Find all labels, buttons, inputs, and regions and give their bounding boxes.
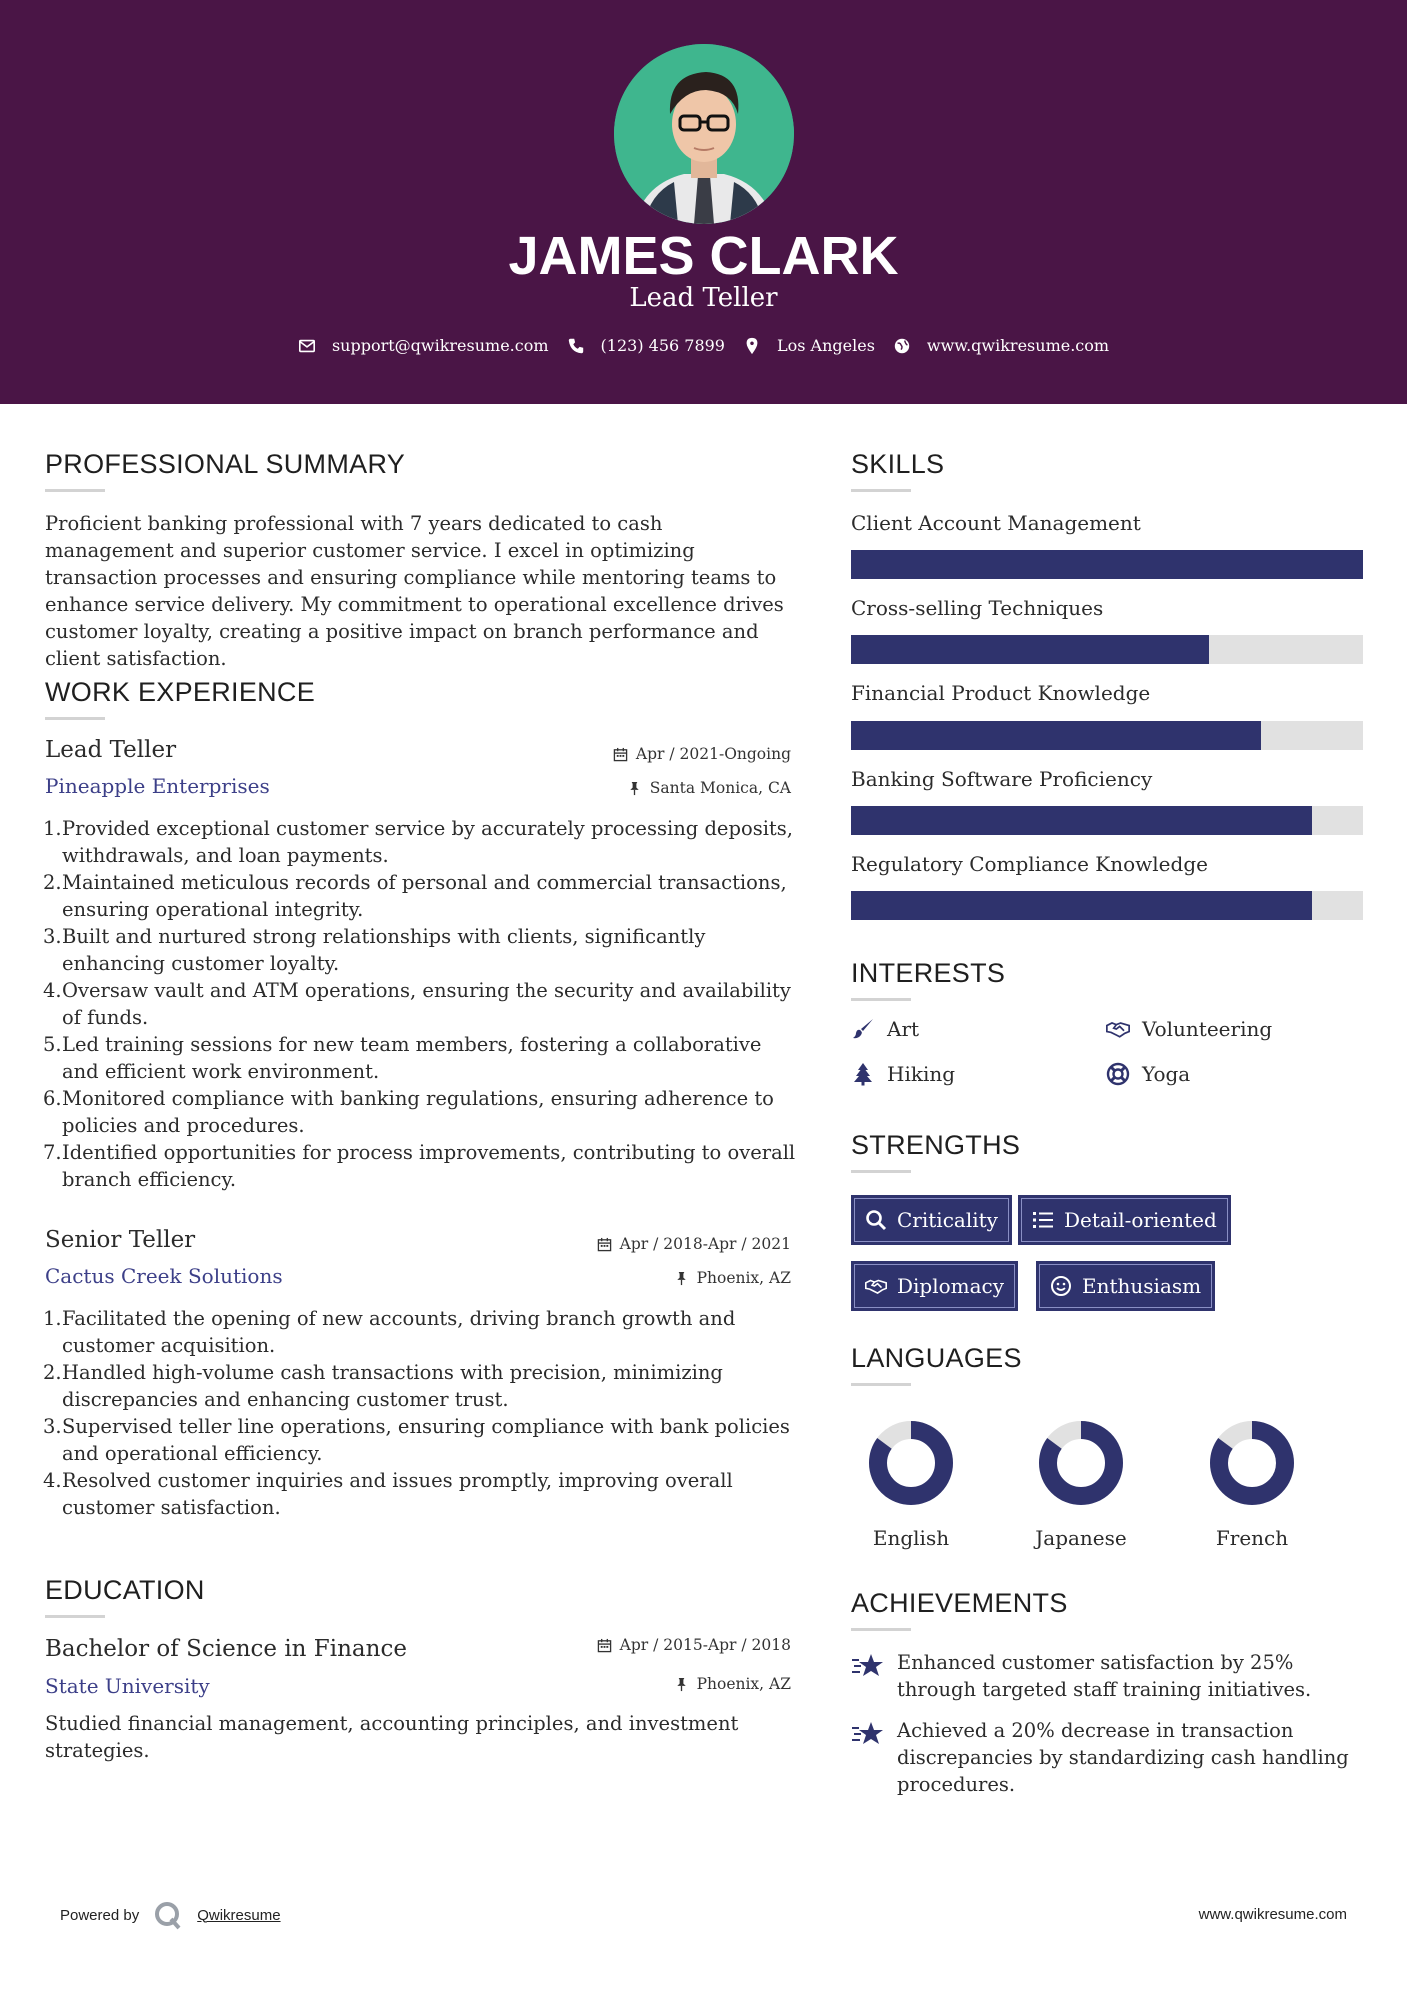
skill-label: Regulatory Compliance Knowledge — [851, 852, 1208, 876]
profile-photo — [614, 44, 794, 224]
job-duties-list — [43, 1305, 801, 1521]
job-dates-text: Apr / 2018-Apr / 2021 — [619, 1235, 791, 1253]
language-donut — [1036, 1418, 1126, 1508]
skills-divider — [851, 489, 911, 492]
life-ring-icon — [1106, 1062, 1130, 1086]
language-label: French — [1215, 1526, 1289, 1550]
list-item: 1. Facilitated the opening of new accounts, driving branch growth and customer acquisition. — [43, 1307, 736, 1357]
achievement-item — [851, 1649, 1371, 1703]
job-duties-list — [43, 815, 801, 1193]
summary-divider — [45, 489, 105, 492]
calendar-icon — [597, 1237, 612, 1252]
education-description: Studied financial management, accounting principles, and investment strategies. — [45, 1712, 739, 1762]
contact-website[interactable] — [893, 336, 1109, 355]
skill-bar — [851, 806, 1363, 835]
pushpin-icon — [674, 1271, 689, 1286]
candidate-title: Lead Teller — [629, 283, 778, 313]
interest-art — [851, 1017, 919, 1041]
strength-label: Diplomacy — [897, 1274, 1005, 1298]
handshake-icon — [1106, 1017, 1130, 1041]
job-company: Cactus Creek Solutions — [45, 1264, 283, 1288]
skill-bar — [851, 635, 1363, 664]
skill-bar-fill — [851, 891, 1312, 920]
education-heading: EDUCATION — [45, 1575, 205, 1605]
achievements-divider — [851, 1628, 911, 1631]
list-item: 4. Oversaw vault and ATM operations, ensuring the security and availability of funds. — [43, 979, 791, 1029]
list-item: 6. Monitored compliance with banking regulations, ensuring adherence to policies and procedures. — [43, 1087, 774, 1137]
skill-label: Banking Software Proficiency — [851, 767, 1153, 791]
language-japanese — [1021, 1418, 1141, 1550]
language-donut — [866, 1418, 956, 1508]
interest-yoga — [1106, 1062, 1190, 1086]
job-title: Lead Teller — [45, 737, 177, 763]
shooting-star-icon — [851, 1719, 885, 1749]
languages-divider — [851, 1383, 911, 1386]
achievements-heading: ACHIEVEMENTS — [851, 1588, 1068, 1618]
contact-phone-text: (123) 456 7899 — [600, 336, 725, 355]
job-location-text: Phoenix, AZ — [696, 1269, 791, 1287]
skill-label: Client Account Management — [851, 511, 1141, 535]
job-company: Pineapple Enterprises — [45, 774, 270, 798]
list-item: 2. Maintained meticulous records of personal and commercial transactions, ensuring operational integrity. — [43, 871, 787, 921]
school-name: State University — [45, 1674, 210, 1698]
list-item: 4. Resolved customer inquiries and issues promptly, improving overall customer satisfaction. — [43, 1469, 733, 1519]
phone-icon — [567, 337, 585, 355]
interest-volunteering — [1106, 1017, 1272, 1041]
interests-divider — [851, 998, 911, 1001]
strength-chip — [1036, 1261, 1215, 1311]
interest-label: Hiking — [887, 1062, 956, 1086]
achievement-text: Achieved a 20% decrease in transaction discrepancies by standardizing cash handling procedures. — [897, 1719, 1349, 1796]
languages-heading: LANGUAGES — [851, 1343, 1022, 1373]
job-dates-text: Apr / 2021-Ongoing — [635, 745, 791, 763]
education-dates-text: Apr / 2015-Apr / 2018 — [619, 1636, 791, 1654]
contact-location — [743, 336, 875, 355]
skill-bar — [851, 550, 1363, 579]
list-item: 3. Supervised teller line operations, ensuring compliance with bank policies and operational efficiency. — [43, 1415, 790, 1465]
skill-bar — [851, 891, 1363, 920]
skill-bar — [851, 721, 1363, 750]
skill-bar-fill — [851, 806, 1312, 835]
education-location-text: Phoenix, AZ — [696, 1675, 791, 1693]
contact-email-text: support@qwikresume.com — [331, 336, 549, 355]
interest-label: Art — [887, 1017, 920, 1041]
language-donut — [1207, 1418, 1297, 1508]
job-location — [674, 1269, 791, 1287]
contact-location-text: Los Angeles — [776, 336, 875, 355]
experience-heading: WORK EXPERIENCE — [45, 677, 316, 707]
language-label: Japanese — [1035, 1526, 1127, 1550]
smile-icon — [1050, 1275, 1072, 1297]
job-dates — [613, 745, 791, 763]
contact-website-text: www.qwikresume.com — [926, 336, 1110, 355]
strength-chip — [1018, 1195, 1231, 1245]
strengths-heading: STRENGTHS — [851, 1130, 1021, 1160]
calendar-icon — [597, 1638, 612, 1653]
list-item: 2. Handled high-volume cash transactions with precision, minimizing discrepancies and enhancing customer trust. — [43, 1361, 723, 1411]
footer-branding — [60, 1900, 281, 1930]
powered-by-label: Powered by — [60, 1906, 140, 1924]
skill-bar-fill — [851, 635, 1209, 664]
skill-bar-fill — [851, 550, 1363, 579]
degree-title: Bachelor of Science in Finance — [45, 1636, 407, 1662]
list-item: 5. Led training sessions for new team members, fostering a collaborative and efficient work environment. — [43, 1033, 762, 1083]
paintbrush-icon — [851, 1017, 875, 1041]
tree-icon — [851, 1062, 875, 1086]
contact-bar — [0, 336, 1407, 355]
envelope-icon — [298, 337, 316, 355]
calendar-icon — [613, 747, 628, 762]
qwikresume-logo-icon — [153, 1900, 183, 1930]
summary-text: Proficient banking professional with 7 years dedicated to cash management and superior customer service. I excel in optimizing transaction processes and ensuring compliance while mentoring teams to enhance service delivery. My commitment to operational excellence drives customer loyalty, creating a positive impact on branch performance and client satisfaction. — [45, 512, 784, 670]
interests-heading: INTERESTS — [851, 958, 1006, 988]
skill-bar-fill — [851, 721, 1261, 750]
map-pin-icon — [743, 337, 761, 355]
skills-heading: SKILLS — [851, 449, 945, 479]
education-divider — [45, 1615, 105, 1618]
strength-label: Enthusiasm — [1082, 1274, 1202, 1298]
candidate-name: JAMES CLARK — [508, 226, 899, 286]
search-icon — [865, 1209, 887, 1231]
strengths-divider — [851, 1170, 911, 1173]
skill-label: Financial Product Knowledge — [851, 681, 1151, 705]
list-icon — [1032, 1209, 1054, 1231]
strength-chip — [851, 1195, 1012, 1245]
language-english — [851, 1418, 971, 1550]
job-location — [627, 779, 791, 797]
summary-heading: PROFESSIONAL SUMMARY — [45, 449, 406, 479]
pushpin-icon — [674, 1677, 689, 1692]
list-item: 7. Identified opportunities for process improvements, contributing to overall branch efficiency. — [43, 1141, 796, 1191]
list-item: 1. Provided exceptional customer service by accurately processing deposits, withdrawals, and loan payments. — [43, 817, 793, 867]
interest-hiking — [851, 1062, 955, 1086]
interest-label: Volunteering — [1142, 1017, 1273, 1041]
pushpin-icon — [627, 781, 642, 796]
skill-label: Cross-selling Techniques — [851, 596, 1104, 620]
interest-label: Yoga — [1142, 1062, 1191, 1086]
education-location — [674, 1675, 791, 1693]
job-dates — [597, 1235, 791, 1253]
achievement-item — [851, 1717, 1371, 1798]
handshake-icon — [865, 1275, 887, 1297]
language-label: English — [872, 1526, 950, 1550]
achievement-text: Enhanced customer satisfaction by 25% through targeted staff training initiatives. — [897, 1651, 1312, 1701]
contact-phone[interactable] — [567, 336, 725, 355]
resume-header — [0, 0, 1407, 404]
language-french — [1192, 1418, 1312, 1550]
strength-label: Detail-oriented — [1064, 1208, 1217, 1232]
list-item: 3. Built and nurtured strong relationships with clients, significantly enhancing customer loyalty. — [43, 925, 706, 975]
strength-chip — [851, 1261, 1018, 1311]
job-location-text: Santa Monica, CA — [649, 779, 791, 797]
shooting-star-icon — [851, 1651, 885, 1681]
qwikresume-link[interactable]: Qwikresume — [197, 1906, 281, 1924]
footer-url[interactable]: www.qwikresume.com — [1198, 1906, 1347, 1923]
education-dates — [597, 1636, 791, 1654]
strength-label: Criticality — [897, 1208, 998, 1232]
globe-icon — [893, 337, 911, 355]
contact-email[interactable] — [298, 336, 549, 355]
job-title: Senior Teller — [45, 1227, 196, 1253]
experience-divider — [45, 717, 105, 720]
